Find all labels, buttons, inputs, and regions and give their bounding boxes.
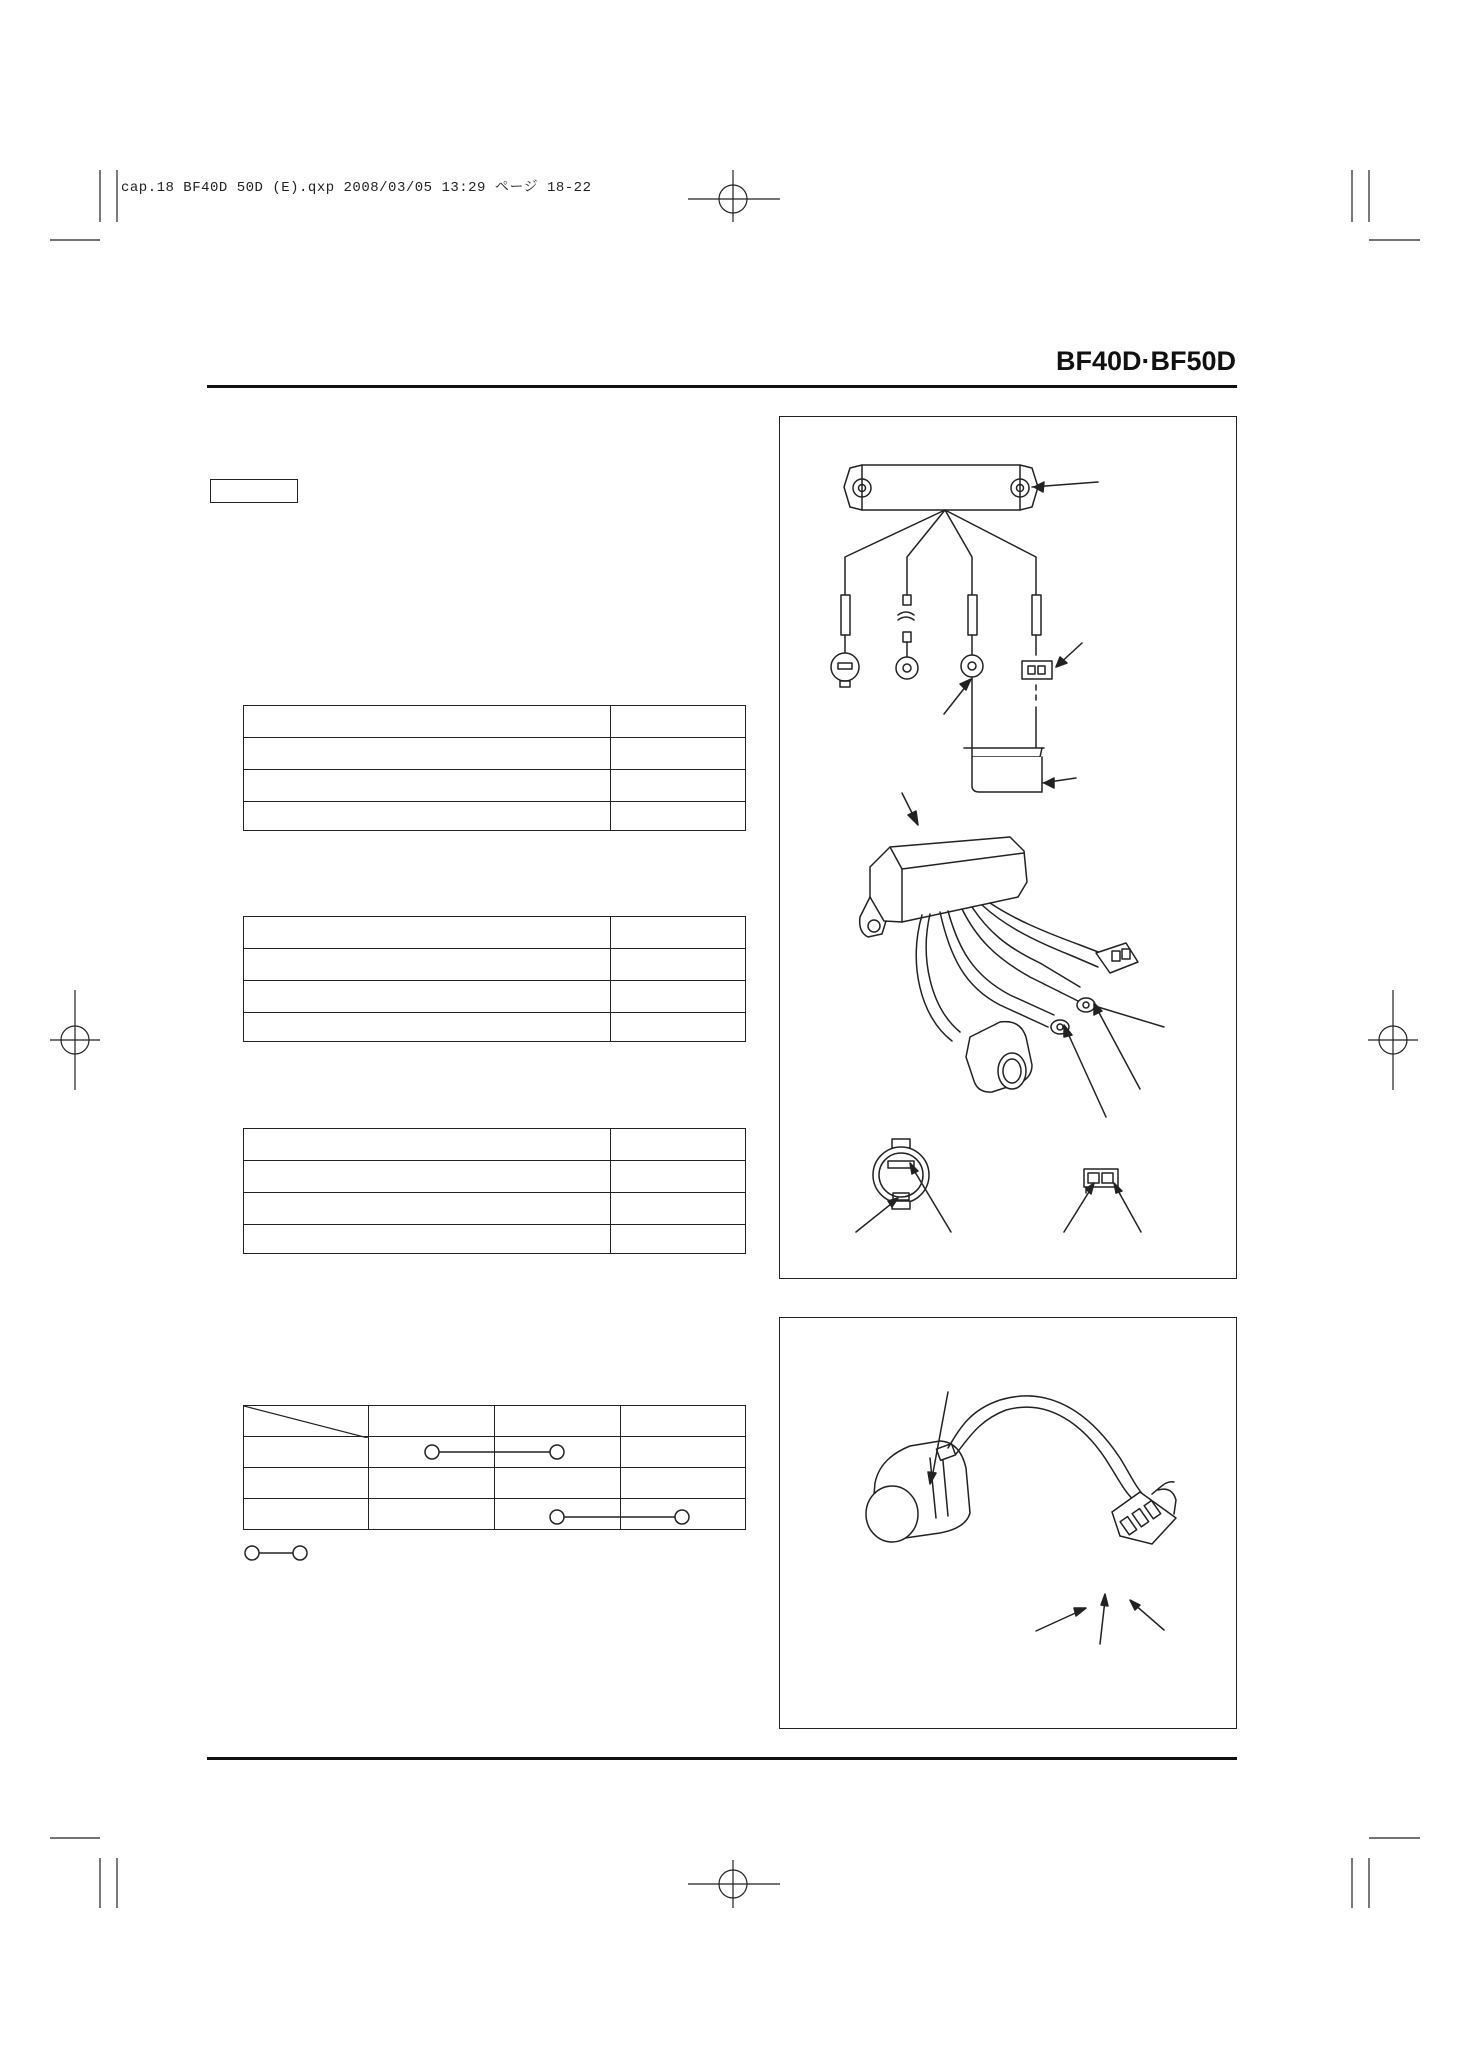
continuity-table [243, 1405, 746, 1530]
header-rule [207, 385, 1237, 388]
harness-cable [948, 1396, 1174, 1502]
table-cell [244, 1129, 611, 1161]
table-cell [369, 1499, 495, 1530]
table-cell [244, 1225, 611, 1254]
table-cell [611, 949, 746, 981]
table-cell [244, 917, 611, 949]
round-connector-face [856, 1139, 951, 1232]
table-cell [244, 1468, 369, 1499]
coil-harness-illustration [780, 1318, 1236, 1728]
table-cell [244, 1193, 611, 1225]
table-cell [244, 738, 611, 770]
table-cell [611, 1225, 746, 1254]
table-header-cell [369, 1406, 495, 1437]
regulator-perspective [860, 793, 1164, 1117]
table-cell [621, 1437, 746, 1468]
registration-target-top [688, 170, 780, 222]
table-cell [611, 1129, 746, 1161]
table-cell [244, 1499, 369, 1530]
regulator-schematic [831, 465, 1098, 792]
table-header-cell [621, 1406, 746, 1437]
footer-rule [207, 1757, 1237, 1760]
coil-body [866, 1441, 970, 1542]
section-label-box [210, 479, 298, 503]
print-slug-line: cap.18 BF40D 50D (E).qxp 2008/03/05 13:29 ページ 18-22 [121, 180, 592, 196]
table-header-cell [495, 1406, 621, 1437]
spec-table-3 [243, 1128, 746, 1254]
table-cell [495, 1499, 621, 1530]
table-cell [369, 1468, 495, 1499]
table-cell [611, 1013, 746, 1042]
table-corner-cell [244, 1406, 369, 1437]
table-cell [611, 1193, 746, 1225]
table-cell [611, 802, 746, 831]
table-cell [621, 1468, 746, 1499]
model-title: BF40D·BF50D [1055, 346, 1236, 376]
table-cell [244, 1161, 611, 1193]
registration-target-right [1368, 990, 1418, 1090]
figure-box-top [779, 416, 1237, 1279]
table-cell [611, 706, 746, 738]
figure-box-bottom [779, 1317, 1237, 1729]
table-cell [244, 1013, 611, 1042]
table-cell [611, 1161, 746, 1193]
table-cell [244, 1437, 369, 1468]
registration-target-left [50, 990, 100, 1090]
table-cell [244, 981, 611, 1013]
regulator-rectifier-illustration [780, 417, 1236, 1278]
table-cell [495, 1437, 621, 1468]
table-cell [244, 949, 611, 981]
spec-table-2 [243, 916, 746, 1042]
table-cell [611, 738, 746, 770]
table-cell [611, 917, 746, 949]
registration-target-bottom [688, 1860, 780, 1908]
spec-table-1 [243, 705, 746, 831]
table-cell [621, 1499, 746, 1530]
table-cell [244, 706, 611, 738]
diagonal-divider [244, 1406, 368, 1438]
table-cell [495, 1468, 621, 1499]
table-cell [369, 1437, 495, 1468]
table-cell [244, 770, 611, 802]
table-cell [611, 770, 746, 802]
table-cell [611, 981, 746, 1013]
table-cell [244, 802, 611, 831]
two-pin-connector-face [1064, 1169, 1141, 1232]
harness-connector [1112, 1489, 1176, 1544]
